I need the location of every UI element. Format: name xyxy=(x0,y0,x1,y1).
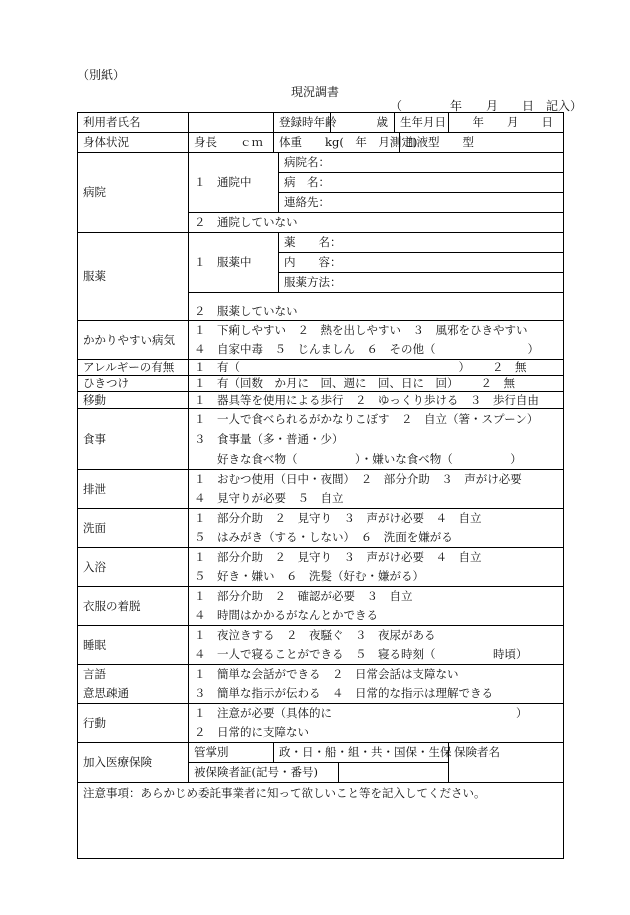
dressing-label: 衣服の着脱 xyxy=(78,587,189,626)
row-behavior xyxy=(78,704,564,743)
mobility-label: 移動 xyxy=(78,392,189,409)
row-seizure xyxy=(78,376,564,392)
meal-line-2: ３ 食事量（多・普通・少） xyxy=(194,432,344,446)
status-survey-form xyxy=(77,112,564,859)
date-entry-line: （ 年 月 日 記入） xyxy=(390,99,583,113)
bathing-options[interactable] xyxy=(189,548,564,587)
sleep-line-2: ４ 一人で寝ることができる ５ 寝る時刻（ 時頃） xyxy=(194,647,528,661)
document-title: 現況調書 xyxy=(290,85,339,99)
medicine-method-field[interactable]: 服薬方法： xyxy=(279,273,564,293)
row-medicine xyxy=(78,233,564,253)
hospital-name-field[interactable]: 病院名： xyxy=(279,153,564,173)
allergy-yes-option: １ 有（ ） xyxy=(194,360,470,374)
insurance-label: 加入医療保険 xyxy=(78,743,189,783)
insured-number-field[interactable] xyxy=(339,763,449,783)
toilet-options[interactable] xyxy=(189,470,564,509)
row-communication xyxy=(78,665,564,704)
hospital-option-attending[interactable]: １ 通院中 xyxy=(189,153,279,213)
row-bathing xyxy=(78,548,564,587)
row-user-name xyxy=(78,113,564,133)
user-name-field[interactable] xyxy=(189,113,274,133)
medicine-option-none[interactable]: ２ 服薬していない xyxy=(189,293,564,321)
hospital-label: 病院 xyxy=(78,153,189,233)
meal-options[interactable] xyxy=(189,409,564,470)
seizure-label: ひきつけ xyxy=(78,376,189,392)
row-meal xyxy=(78,409,564,470)
row-insurance xyxy=(78,743,564,763)
dressing-options[interactable] xyxy=(189,587,564,626)
row-notes xyxy=(78,783,564,859)
behavior-options[interactable] xyxy=(189,704,564,743)
common-illness-label: かかりやすい病気 xyxy=(78,321,189,360)
dressing-line-2: ４ 時間はかかるがなんとかできる xyxy=(194,608,378,622)
birth-date-field[interactable]: 年 月 日 xyxy=(449,113,564,133)
row-allergy xyxy=(78,360,564,376)
row-washing xyxy=(78,509,564,548)
age-field[interactable]: 歳 xyxy=(331,113,395,133)
mobility-options[interactable]: １ 器具等を使用による歩行 ２ ゆっくり歩ける ３ 歩行自由 xyxy=(189,392,564,409)
toilet-label: 排泄 xyxy=(78,470,189,509)
washing-line-2: ５ はみがき（する・しない） ６ 洗面を嫌がる xyxy=(194,530,453,544)
seizure-yes-option: １ 有（回数 か月に 回、週に 回、日に 回） xyxy=(194,376,459,390)
row-sleep xyxy=(78,626,564,665)
insured-number-label: 被保険者証(記号・番号) xyxy=(189,763,339,783)
dressing-line-1: １ 部分介助 ２ 確認が必要 ３ 自立 xyxy=(194,589,413,603)
sleep-label: 睡眠 xyxy=(78,626,189,665)
notes-field[interactable]: 注意事項：あらかじめ委託事業者に知って欲しいこと等を記入してください。 xyxy=(78,783,564,859)
sleep-line-1: １ 夜泣きする ２ 夜騒ぐ ３ 夜尿がある xyxy=(194,628,436,642)
sleep-options[interactable] xyxy=(189,626,564,665)
allergy-options[interactable] xyxy=(189,360,564,376)
illness-line-2: ４ 自家中毒 ５ じんましん ６ その他（ ） xyxy=(194,342,539,356)
row-physical-status xyxy=(78,133,564,153)
meal-line-3: 好きな食べ物（ ）・嫌いな食べ物（ ） xyxy=(194,452,522,466)
medicine-content-field[interactable]: 内 容： xyxy=(279,253,564,273)
seizure-options[interactable] xyxy=(189,376,564,392)
insurance-type-label: 管掌別 xyxy=(189,743,274,763)
physical-status-label: 身体状況 xyxy=(78,133,189,153)
bathing-label: 入浴 xyxy=(78,548,189,587)
behavior-line-2: ２ 日常的に支障ない xyxy=(194,725,309,739)
row-mobility xyxy=(78,392,564,409)
communication-options[interactable] xyxy=(189,665,564,704)
contact-field[interactable]: 連絡先： xyxy=(279,193,564,213)
behavior-label: 行動 xyxy=(78,704,189,743)
age-label: 登録時年齢 xyxy=(274,113,331,133)
washing-line-1: １ 部分介助 ２ 見守り ３ 声がけ必要 ４ 自立 xyxy=(194,511,482,525)
washing-label: 洗面 xyxy=(78,509,189,548)
hospital-option-none[interactable]: ２ 通院していない xyxy=(189,213,564,233)
medicine-option-taking[interactable]: １ 服薬中 xyxy=(189,233,279,293)
disease-name-field[interactable]: 病 名： xyxy=(279,173,564,193)
medicine-label: 服薬 xyxy=(78,233,189,321)
behavior-line-1: １ 注意が必要（具体的に ） xyxy=(194,706,528,720)
meal-line-1: １ 一人で食べられるがかなりこぼす ２ 自立（箸・スプーン） xyxy=(194,412,539,426)
language-label: 言語 xyxy=(83,667,106,681)
communication-line-1: １ 簡単な会話ができる ２ 日常会話は支障ない xyxy=(194,667,459,681)
bathing-line-2: ５ 好き・嫌い ６ 洗髪（好む・嫌がる） xyxy=(194,569,424,583)
washing-options[interactable] xyxy=(189,509,564,548)
allergy-label: アレルギーの有無 xyxy=(78,360,189,376)
medicine-name-field[interactable]: 薬 名： xyxy=(279,233,564,253)
meal-label: 食事 xyxy=(78,409,189,470)
birth-date-label: 生年月日 xyxy=(395,113,449,133)
communication-label xyxy=(78,665,189,704)
seizure-no-option: ２ 無 xyxy=(480,376,515,390)
row-toilet xyxy=(78,470,564,509)
common-illness-options[interactable] xyxy=(189,321,564,360)
user-name-label: 利用者氏名 xyxy=(78,113,189,133)
insurer-name-field[interactable]: 保険者名 xyxy=(449,743,564,783)
toilet-line-2: ４ 見守りが必要 ５ 自立 xyxy=(194,491,344,505)
row-common-illness xyxy=(78,321,564,360)
insurance-type-options[interactable]: 政・日・船・組・共・国保・生保 xyxy=(274,743,449,763)
bathing-line-1: １ 部分介助 ２ 見守り ３ 声がけ必要 ４ 自立 xyxy=(194,550,482,564)
height-field[interactable]: 身長 ｃｍ xyxy=(189,133,274,153)
communication-line-2: ３ 簡単な指示が伝わる ４ 日常的な指示は理解できる xyxy=(194,686,493,700)
understanding-label: 意思疎通 xyxy=(83,686,129,700)
row-dressing xyxy=(78,587,564,626)
allergy-no-option: ２ 無 xyxy=(492,360,527,374)
weight-field[interactable]: 体重 kg( 年 月測定) xyxy=(274,133,400,153)
illness-line-1: １ 下痢しやすい ２ 熱を出しやすい ３ 風邪をひきやすい xyxy=(194,323,528,337)
blood-type-field[interactable]: 血液型 型 xyxy=(400,133,564,153)
toilet-line-1: １ おむつ使用（日中・夜間） ２ 部分介助 ３ 声がけ必要 xyxy=(194,472,522,486)
attachment-label: （別紙） xyxy=(77,68,126,82)
row-hospital xyxy=(78,153,564,173)
